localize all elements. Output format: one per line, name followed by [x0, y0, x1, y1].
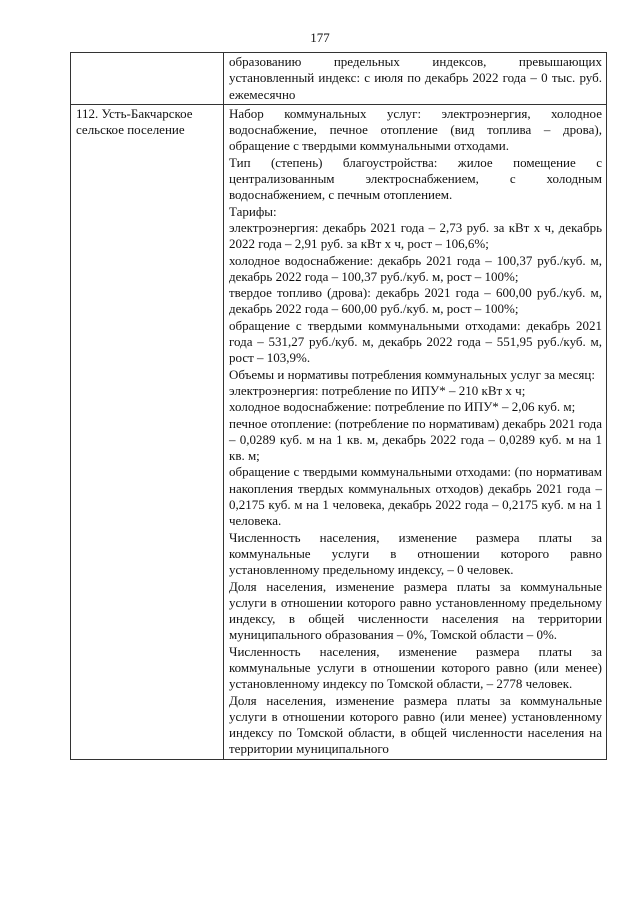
- paragraph: электроэнергия: потребление по ИПУ* – 210 кВт х ч;: [229, 382, 526, 398]
- paragraph: печное отопление: (потребление по нормативам) декабрь 2021 года – 0,0289 куб. м на 1 кв. м, декабрь 2022 года – 0,0289 куб. м на 1 кв. м;: [229, 415, 602, 464]
- table-cell-municipality: 112. Усть-Бакчарское сельское поселение: [71, 104, 224, 759]
- paragraph: холодное водоснабжение: потребление по ИПУ* – 2,06 куб. м;: [229, 399, 576, 415]
- paragraph: Доля населения, изменение размера платы за коммунальные услуги в отношении которого равно установленному предельному индексу, в общей численности населения на территории муниципального образования – 0%, Томской области – 0%.: [229, 578, 602, 643]
- paragraph: твердое топливо (дрова): декабрь 2021 года – 600,00 руб./куб. м, декабрь 2022 года – 600,00 руб./куб. м, рост – 100%;: [229, 285, 602, 317]
- table-row: [71, 104, 607, 759]
- document-table: [70, 52, 607, 760]
- paragraph: Численность населения, изменение размера платы за коммунальные услуги в отношении которого равно (или менее) установленному индексу по Томской области, – 2778 человек.: [229, 643, 602, 692]
- paragraph: Объемы и нормативы потребления коммунальных услуг за месяц:: [229, 366, 595, 382]
- paragraph: холодное водоснабжение: декабрь 2021 года – 100,37 руб./куб. м, декабрь 2022 года – 100,37 руб./куб. м, рост – 100%;: [229, 252, 602, 284]
- paragraph: обращение с твердыми коммунальными отходами: (по нормативам накопления твердых коммунальных отходов) декабрь 2021 года – 0,2175 куб. м на 1 человека, декабрь 2022 года – 0,2175 куб. м на 1 человека.: [229, 464, 602, 529]
- table-cell-municipality: [71, 53, 224, 105]
- paragraph: Набор коммунальных услуг: электроэнергия, холодное водоснабжение, печное отопление (вид топлива – дрова), обращение с твердыми коммунальными отходами.: [229, 105, 602, 154]
- paragraph: электроэнергия: декабрь 2021 года – 2,73 руб. за кВт х ч, декабрь 2022 года – 2,91 руб. за кВт х ч, рост – 106,6%;: [229, 219, 602, 252]
- paragraph: Тип (степень) благоустройства: жилое помещение с централизованным электроснабжением, с холодным водоснабжением, с печным отоплением.: [229, 154, 602, 203]
- table-cell-description: [224, 104, 607, 759]
- paragraph: обращение с твердыми коммунальными отходами: декабрь 2021 года – 531,27 руб./куб. м, декабрь 2022 года – 551,95 руб./куб. м, рост – 103,9%.: [229, 317, 602, 366]
- page-number: 177: [310, 30, 330, 45]
- paragraph: Доля населения, изменение размера платы за коммунальные услуги в отношении которого равно (или менее) установленному индексу по Томской области, в общей численности населения на территории муниципального: [229, 692, 602, 757]
- paragraph: образованию предельных индексов, превышающих установленный индекс: с июля по декабрь 2022 года – 0 тыс. руб. ежемесячно: [229, 54, 602, 102]
- table-row: [71, 53, 607, 105]
- table-cell-description: [224, 53, 607, 105]
- paragraph: Численность населения, изменение размера платы за коммунальные услуги в отношении которого равно установленному предельному индексу, – 0 человек.: [229, 529, 602, 578]
- paragraph: Тарифы:: [229, 203, 277, 219]
